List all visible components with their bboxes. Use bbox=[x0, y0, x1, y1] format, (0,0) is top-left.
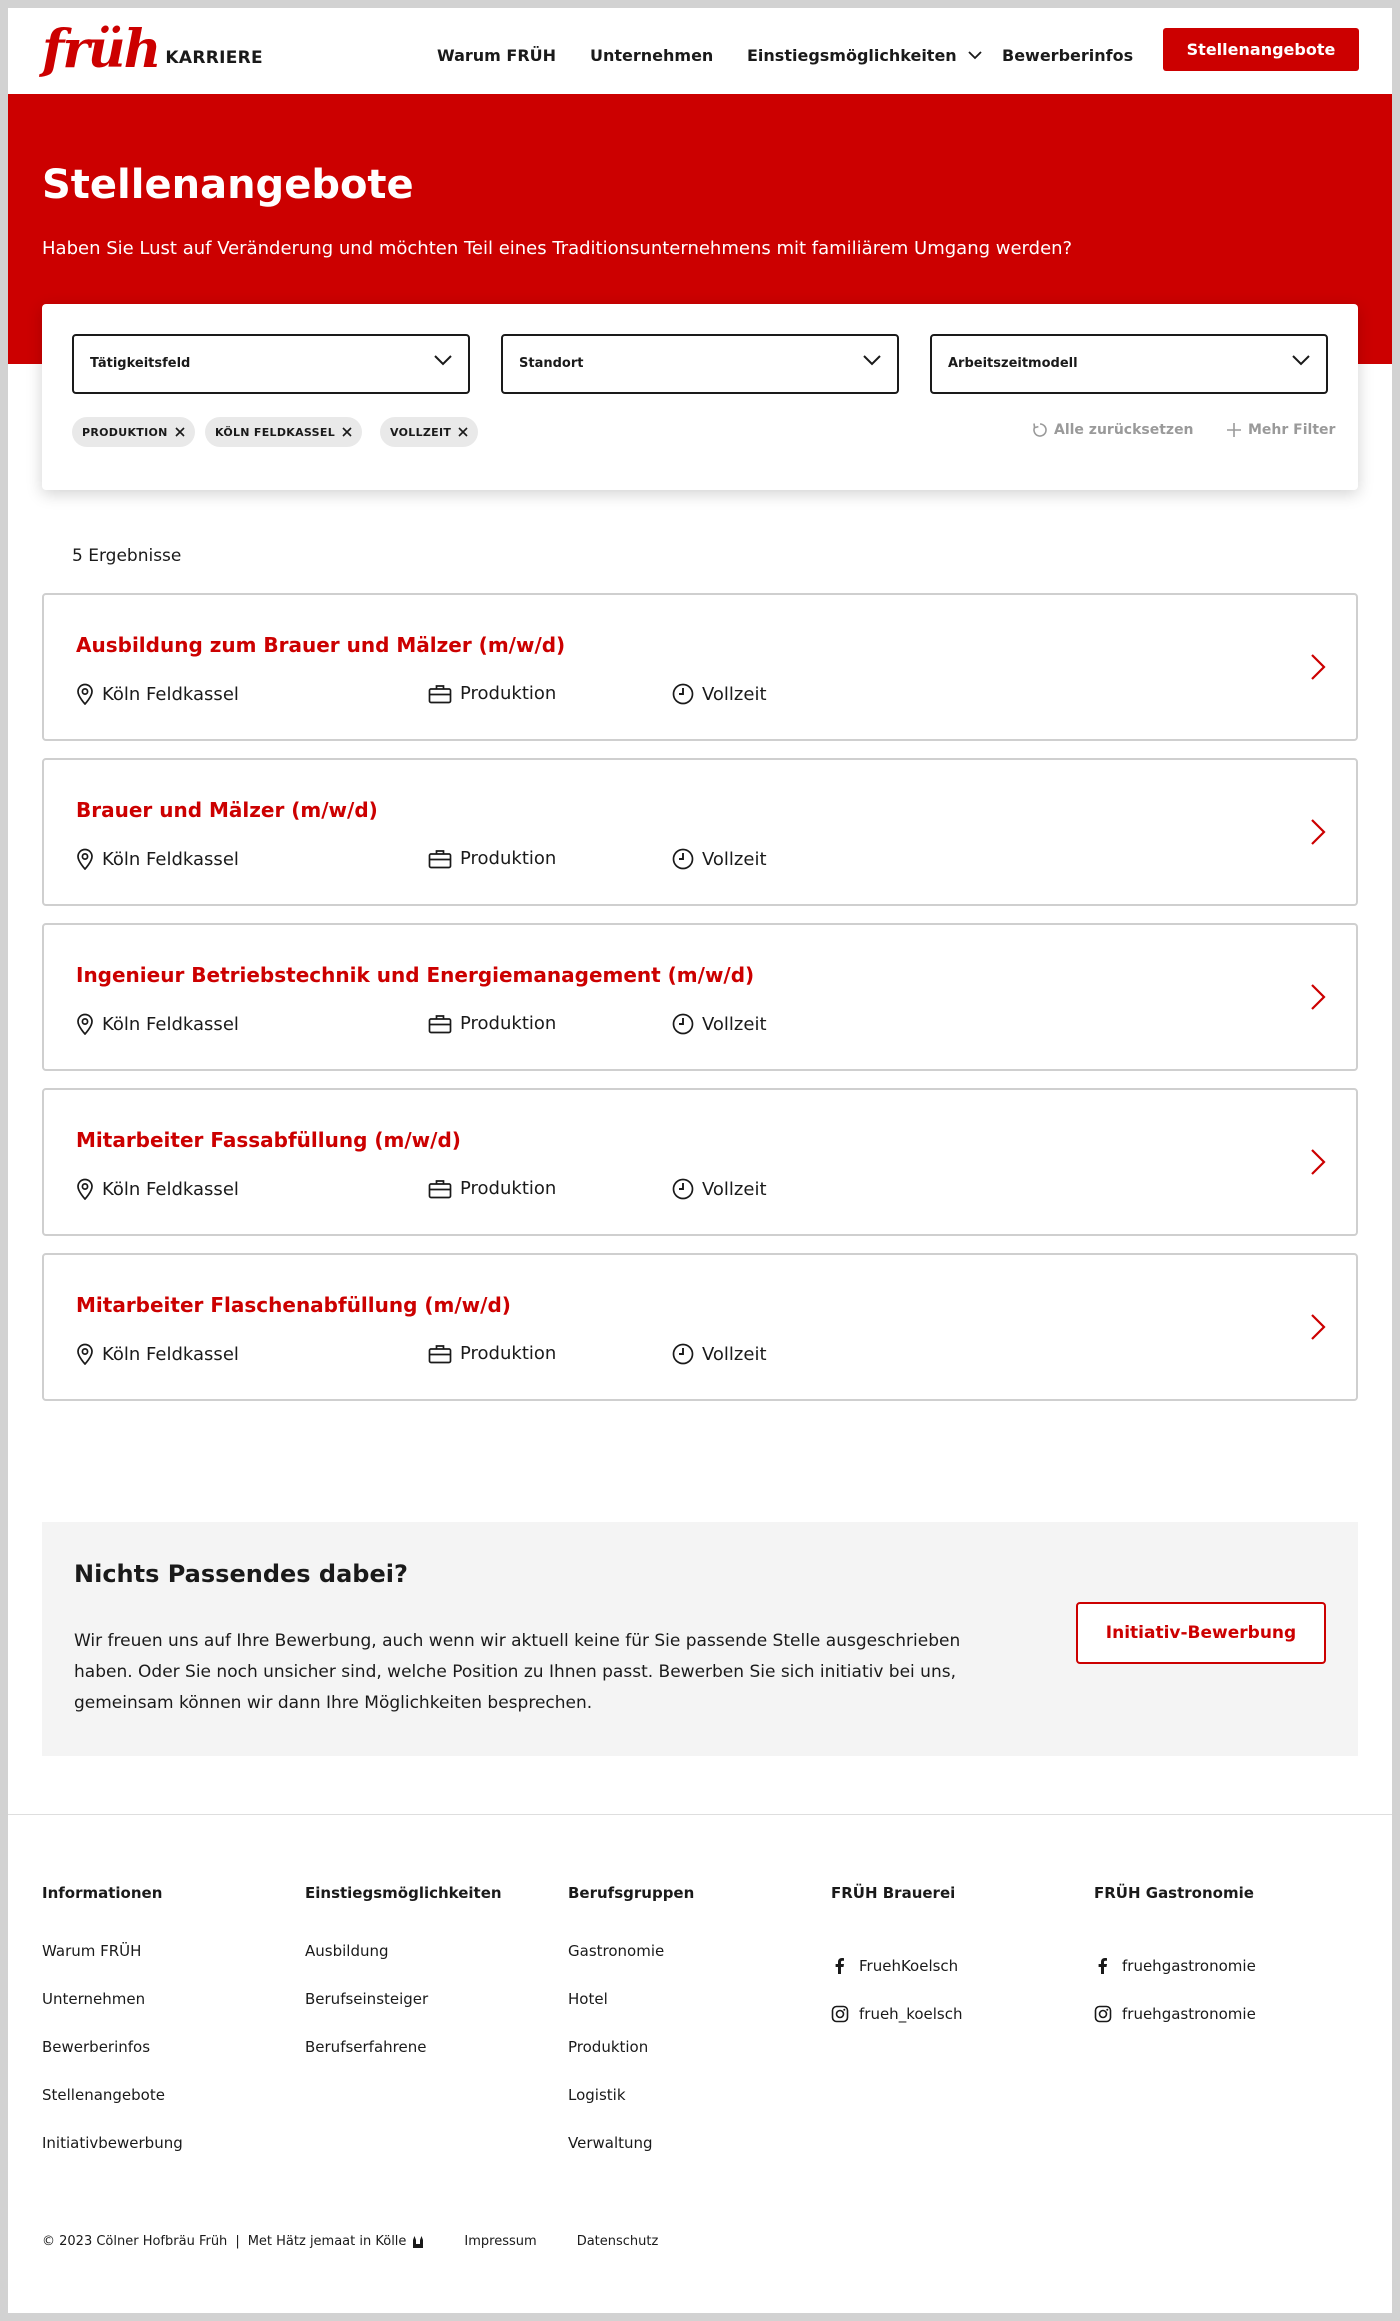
select-label: Standort bbox=[519, 356, 584, 371]
job-location bbox=[76, 848, 239, 870]
job-location-label: Köln Feldkassel bbox=[102, 1178, 239, 1200]
datenschutz-link[interactable]: Datenschutz bbox=[576, 2234, 659, 2249]
site-header bbox=[8, 8, 1392, 94]
social-label: fruehgastronomie bbox=[1122, 2005, 1256, 2023]
reset-icon bbox=[1032, 422, 1048, 438]
chevron-right-icon bbox=[1310, 1313, 1326, 1341]
instagram-icon bbox=[831, 2005, 849, 2023]
select-label: Arbeitszeitmodell bbox=[948, 356, 1078, 371]
nav-einstiegsmoeglichkeiten[interactable] bbox=[747, 46, 982, 66]
footer-col-informationen bbox=[42, 1884, 292, 2182]
footer-link[interactable]: Bewerberinfos bbox=[42, 2038, 151, 2056]
job-field bbox=[428, 1343, 556, 1364]
chevron-right-icon bbox=[1310, 983, 1326, 1011]
job-title[interactable]: Brauer und Mälzer (m/w/d) bbox=[76, 798, 378, 822]
social-label: frueh_koelsch bbox=[859, 2005, 963, 2023]
job-field bbox=[428, 848, 556, 869]
footer-link[interactable]: Logistik bbox=[568, 2086, 626, 2104]
clock-icon bbox=[672, 1343, 694, 1365]
instagram-icon bbox=[1094, 2005, 1112, 2023]
job-title[interactable]: Mitarbeiter Flaschenabfüllung (m/w/d) bbox=[76, 1293, 511, 1317]
job-title[interactable]: Ingenieur Betriebstechnik und Energiemanagement (m/w/d) bbox=[76, 963, 755, 987]
nav-unternehmen[interactable]: Unternehmen bbox=[590, 46, 714, 65]
close-icon[interactable] bbox=[342, 427, 352, 437]
more-filters-button[interactable] bbox=[1226, 422, 1335, 438]
footer-col-brauerei bbox=[831, 1884, 1081, 2038]
footer-bottom-bar bbox=[42, 2234, 658, 2249]
filter-panel bbox=[42, 304, 1358, 490]
footer-link[interactable]: Verwaltung bbox=[568, 2134, 653, 2152]
job-time-label: Vollzeit bbox=[702, 683, 767, 705]
job-field bbox=[428, 683, 556, 704]
footer-link[interactable]: Berufseinsteiger bbox=[305, 1990, 429, 2008]
chevron-down-icon bbox=[968, 51, 982, 60]
footer-link[interactable]: Unternehmen bbox=[42, 1990, 146, 2008]
job-field-label: Produktion bbox=[460, 683, 557, 704]
job-field-label: Produktion bbox=[460, 1013, 557, 1034]
job-time bbox=[672, 683, 767, 705]
arbeitszeitmodell-select[interactable] bbox=[930, 334, 1328, 394]
standort-select[interactable] bbox=[501, 334, 899, 394]
footer-link[interactable]: Initiativbewerbung bbox=[42, 2134, 183, 2152]
chevron-right-icon bbox=[1310, 818, 1326, 846]
initiativ-bewerbung-button[interactable]: Initiativ-Bewerbung bbox=[1076, 1602, 1326, 1664]
clock-icon bbox=[672, 1178, 694, 1200]
motto: Met Hätz jemaat in Kölle bbox=[247, 2234, 407, 2249]
job-field bbox=[428, 1013, 556, 1034]
logo-wordmark: früh bbox=[42, 19, 160, 80]
select-label: Tätigkeitsfeld bbox=[90, 356, 191, 371]
footer-heading: Berufsgruppen bbox=[568, 1884, 695, 1902]
briefcase-icon bbox=[428, 684, 452, 704]
chevron-right-icon bbox=[1310, 1148, 1326, 1176]
footer-link[interactable]: Warum FRÜH bbox=[42, 1942, 142, 1960]
hero-subtitle: Haben Sie Lust auf Veränderung und möchten Teil eines Traditionsunternehmens mit familiärem Umgang werden? bbox=[42, 238, 1073, 259]
location-pin-icon bbox=[76, 1178, 94, 1200]
reset-filters-button[interactable] bbox=[1032, 422, 1194, 438]
social-link-facebook[interactable] bbox=[1094, 1942, 1344, 1990]
initiative-panel bbox=[42, 1522, 1358, 1756]
chip-label: VOLLZEIT bbox=[390, 425, 452, 439]
social-link-instagram[interactable] bbox=[1094, 1990, 1344, 2038]
footer-link-list bbox=[42, 1942, 292, 2182]
chevron-down-icon bbox=[434, 354, 452, 366]
job-title[interactable]: Mitarbeiter Fassabfüllung (m/w/d) bbox=[76, 1128, 461, 1152]
job-time bbox=[672, 1013, 767, 1035]
footer-link[interactable]: Produktion bbox=[568, 2038, 649, 2056]
taetigkeitsfeld-select[interactable] bbox=[72, 334, 470, 394]
job-location bbox=[76, 683, 239, 705]
job-location-label: Köln Feldkassel bbox=[102, 848, 239, 870]
page bbox=[8, 8, 1392, 2313]
plus-icon bbox=[1226, 422, 1242, 438]
result-count: 5 Ergebnisse bbox=[72, 546, 182, 566]
job-field-label: Produktion bbox=[460, 1343, 557, 1364]
nav-warum-frueh[interactable]: Warum FRÜH bbox=[437, 46, 557, 65]
footer-col-einstieg bbox=[305, 1884, 555, 2086]
job-field-label: Produktion bbox=[460, 848, 557, 869]
location-pin-icon bbox=[76, 1013, 94, 1035]
footer-heading: FRÜH Brauerei bbox=[831, 1884, 956, 1902]
social-link-instagram[interactable] bbox=[831, 1990, 1081, 2038]
footer-heading: Informationen bbox=[42, 1884, 163, 1902]
impressum-link[interactable]: Impressum bbox=[464, 2234, 537, 2249]
job-title[interactable]: Ausbildung zum Brauer und Mälzer (m/w/d) bbox=[76, 633, 566, 657]
clock-icon bbox=[672, 1013, 694, 1035]
social-label: FruehKoelsch bbox=[859, 1957, 959, 1975]
job-card[interactable] bbox=[42, 593, 1358, 741]
initiative-title: Nichts Passendes dabei? bbox=[74, 1560, 408, 1588]
nav-bewerberinfos[interactable]: Bewerberinfos bbox=[1002, 46, 1134, 65]
location-pin-icon bbox=[76, 683, 94, 705]
chip-label: KÖLN FELDKASSEL bbox=[215, 425, 336, 439]
job-time bbox=[672, 1178, 767, 1200]
briefcase-icon bbox=[428, 1014, 452, 1034]
cathedral-icon bbox=[412, 2235, 424, 2248]
copyright: © 2023 Cölner Hofbräu Früh bbox=[42, 2234, 228, 2249]
footer-link[interactable]: Stellenangebote bbox=[42, 2086, 165, 2104]
job-field bbox=[428, 1178, 556, 1199]
chevron-down-icon bbox=[863, 354, 881, 366]
close-icon[interactable] bbox=[458, 427, 468, 437]
separator: | bbox=[235, 2234, 240, 2249]
filter-chip-vollzeit[interactable] bbox=[380, 417, 478, 447]
logo[interactable] bbox=[42, 19, 263, 80]
job-location bbox=[76, 1178, 239, 1200]
footer-col-gastronomie bbox=[1094, 1884, 1344, 2038]
job-time-label: Vollzeit bbox=[702, 1013, 767, 1035]
job-location-label: Köln Feldkassel bbox=[102, 1013, 239, 1035]
page-title: Stellenangebote bbox=[42, 162, 414, 208]
job-time bbox=[672, 1343, 767, 1365]
job-location bbox=[76, 1013, 239, 1035]
footer-heading: Einstiegsmöglichkeiten bbox=[305, 1884, 502, 1902]
footer-social-list bbox=[1094, 1942, 1344, 2038]
briefcase-icon bbox=[428, 849, 452, 869]
footer-social-list bbox=[831, 1942, 1081, 2038]
footer-link[interactable]: Berufserfahrene bbox=[305, 2038, 427, 2056]
job-card[interactable] bbox=[42, 758, 1358, 906]
clock-icon bbox=[672, 683, 694, 705]
footer-heading: FRÜH Gastronomie bbox=[1094, 1884, 1254, 1902]
facebook-icon bbox=[831, 1957, 849, 1975]
job-time-label: Vollzeit bbox=[702, 1343, 767, 1365]
job-time bbox=[672, 848, 767, 870]
social-link-facebook[interactable] bbox=[831, 1942, 1081, 1990]
logo-subtitle: KARRIERE bbox=[165, 48, 263, 68]
job-time-label: Vollzeit bbox=[702, 1178, 767, 1200]
nav-einstiegsmoeglichkeiten-label: Einstiegsmöglichkeiten bbox=[747, 46, 957, 65]
job-field-label: Produktion bbox=[460, 1178, 557, 1199]
location-pin-icon bbox=[76, 848, 94, 870]
footer-divider bbox=[8, 1814, 1392, 1815]
job-card[interactable] bbox=[42, 1088, 1358, 1236]
chevron-right-icon bbox=[1310, 653, 1326, 681]
footer-link-list bbox=[305, 1942, 555, 2086]
facebook-icon bbox=[1094, 1957, 1112, 1975]
footer-col-berufsgruppen bbox=[568, 1884, 818, 2182]
job-time-label: Vollzeit bbox=[702, 848, 767, 870]
close-icon[interactable] bbox=[175, 427, 185, 437]
briefcase-icon bbox=[428, 1344, 452, 1364]
chip-label: PRODUKTION bbox=[82, 425, 168, 439]
filter-chip-produktion[interactable] bbox=[72, 417, 195, 447]
more-filters-label: Mehr Filter bbox=[1248, 422, 1336, 438]
job-location-label: Köln Feldkassel bbox=[102, 683, 239, 705]
job-location bbox=[76, 1343, 239, 1365]
clock-icon bbox=[672, 848, 694, 870]
location-pin-icon bbox=[76, 1343, 94, 1365]
footer-link[interactable]: Gastronomie bbox=[568, 1942, 665, 1960]
footer-link[interactable]: Hotel bbox=[568, 1990, 608, 2008]
job-card[interactable] bbox=[42, 1253, 1358, 1401]
job-location-label: Köln Feldkassel bbox=[102, 1343, 239, 1365]
stellenangebote-button[interactable]: Stellenangebote bbox=[1163, 28, 1359, 71]
chevron-down-icon bbox=[1292, 354, 1310, 366]
briefcase-icon bbox=[428, 1179, 452, 1199]
reset-filters-label: Alle zurücksetzen bbox=[1054, 422, 1194, 438]
social-label: fruehgastronomie bbox=[1122, 1957, 1256, 1975]
job-card[interactable] bbox=[42, 923, 1358, 1071]
initiative-text: Wir freuen uns auf Ihre Bewerbung, auch wenn wir aktuell keine für Sie passende Stelle ausgeschrieben haben. Oder Sie noch unsicher sind, welche Position zu Ihnen passt. Bewerben Sie sich initiativ bei uns, gemeinsam können wir dann Ihre Möglichkeiten besprechen. bbox=[74, 1631, 961, 1713]
footer-link[interactable]: Ausbildung bbox=[305, 1942, 389, 1960]
footer-link-list bbox=[568, 1942, 818, 2182]
filter-chip-koeln-feldkassel[interactable] bbox=[205, 417, 362, 447]
